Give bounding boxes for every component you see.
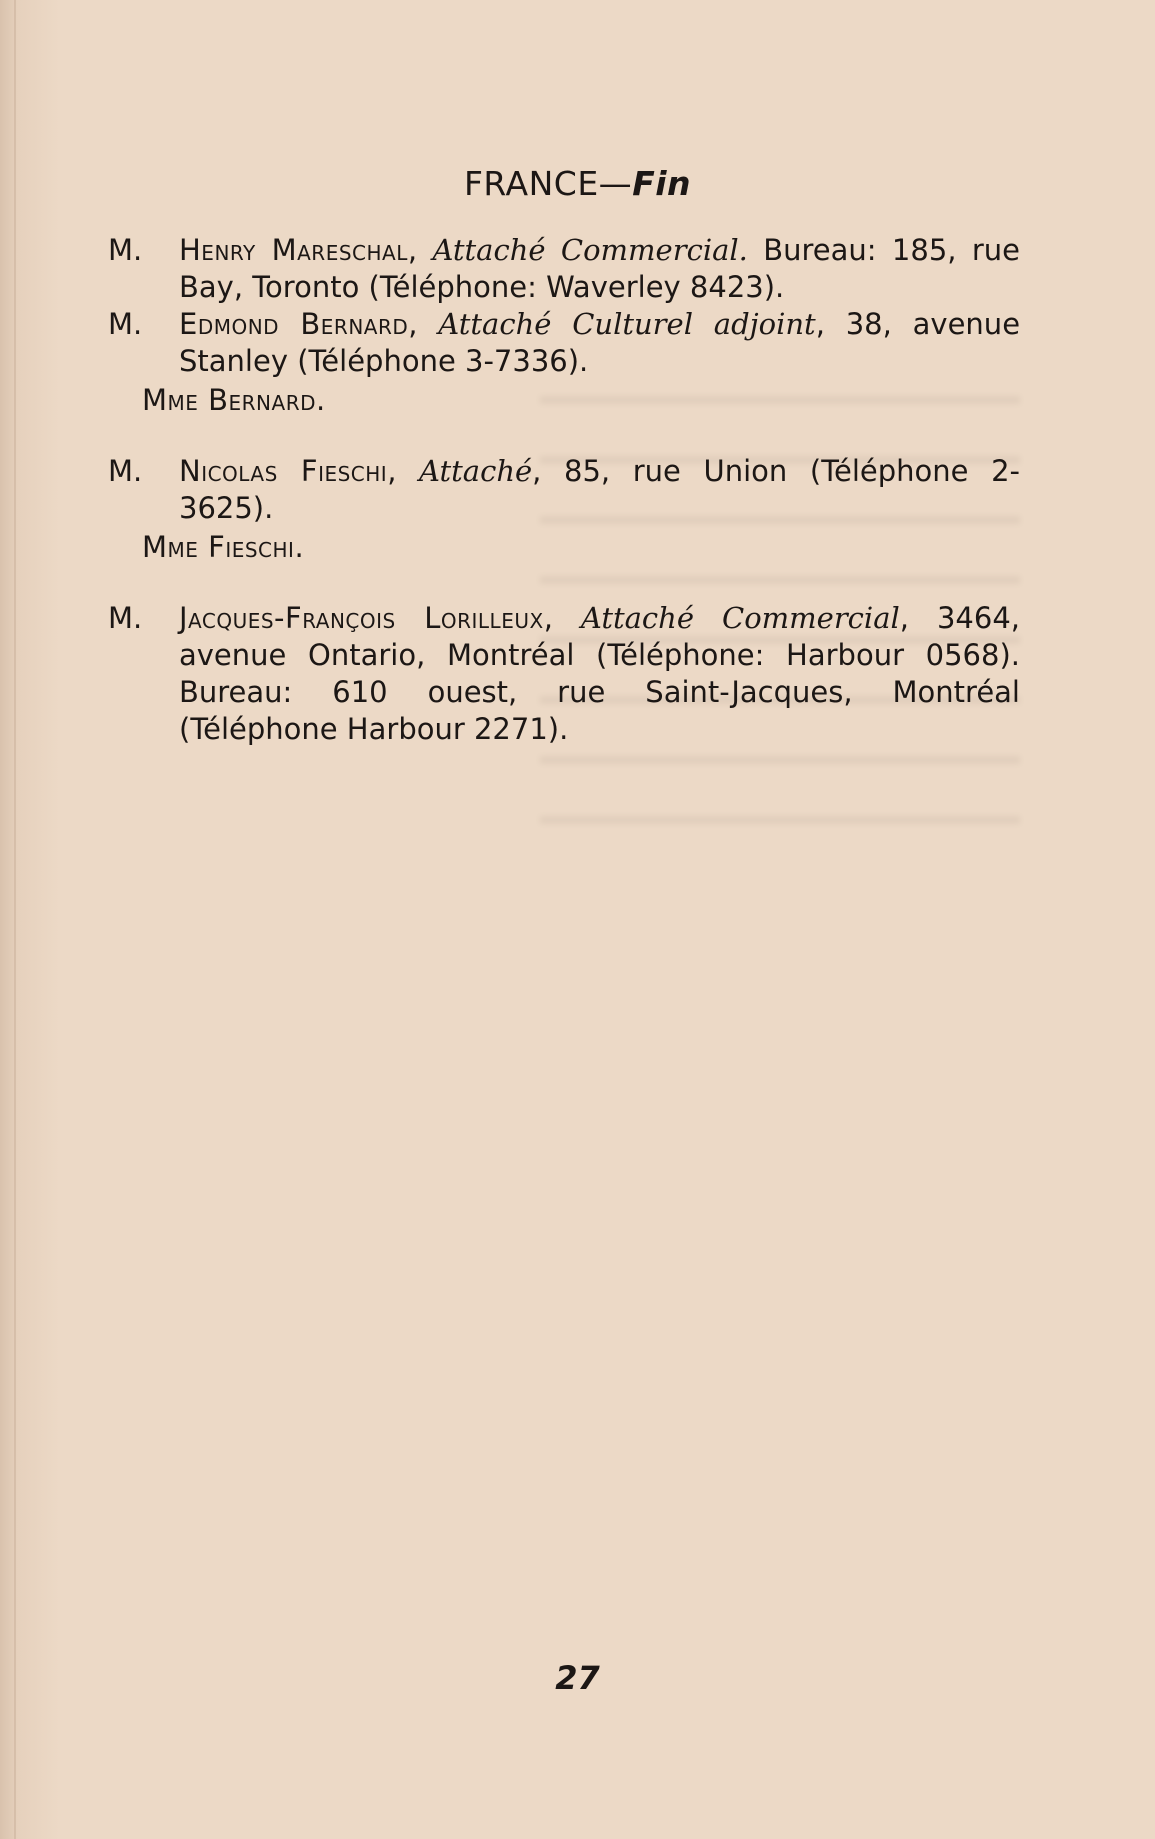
page-number: 27: [555, 1659, 600, 1697]
entry-honorific: M.: [108, 454, 143, 488]
entry-bernard: M. Edmond Bernard, Attaché Culturel adjoint, 38, avenue Stanley (Téléphone 3-7336).: [108, 307, 1021, 378]
entry-fieschi: M. Nicolas Fieschi, Attaché, 85, rue Union (Téléphone 2-3625).: [108, 454, 1021, 525]
entry-honorific: M.: [108, 601, 143, 635]
entry-details: 85, rue Union (Téléphone 2-3625).: [179, 454, 1021, 525]
entry-name: Nicolas Fieschi: [179, 454, 388, 488]
entry-name: Edmond Bernard: [179, 307, 409, 341]
entry-details: Bureau: 185, rue Bay, Toronto (Téléphone: Waverley 8423).: [179, 233, 1021, 304]
entry-details: 3464, avenue Ontario, Montréal (Téléphone: Harbour 0568). Bureau: 610 ouest, rue Saint-Jacques, Montréal (Téléphone Harbour 2271).: [179, 601, 1021, 746]
entry-title: Attaché Commercial.: [432, 233, 748, 267]
entry-mareschal: M. Henry Mareschal, Attaché Commercial. Bureau: 185, rue Bay, Toronto (Téléphone: Waverley 8423).: [108, 233, 1021, 304]
entry-title: Attaché Commercial: [580, 601, 900, 635]
heading-country: FRANCE—: [463, 164, 633, 203]
entry-details: 38, avenue Stanley (Téléphone 3-7336).: [179, 307, 1021, 378]
binding-gutter: [14, 0, 16, 1839]
entry-spouse: Mme Fieschi.: [142, 530, 305, 564]
entry-honorific: M.: [108, 233, 143, 267]
entry-title: Attaché Culturel adjoint: [438, 307, 816, 341]
entry-list: [108, 232, 1020, 748]
entry-name: Jacques-François Lorilleux: [179, 601, 544, 635]
section-heading: [0, 164, 1155, 203]
entry-honorific: M.: [108, 307, 143, 341]
entry-name: Henry Mareschal: [179, 233, 408, 267]
heading-suffix: Fin: [632, 164, 692, 203]
entry-lorilleux: M. Jacques-François Lorilleux, Attaché Commercial, 3464, avenue Ontario, Montréal (Téléphone: Harbour 0568). Bureau: 610 ouest, rue Saint-Jacques, Montréal (Téléphone Harbour 2271).: [108, 601, 1021, 746]
entry-spouse: Mme Bernard.: [142, 383, 326, 417]
entry-title: Attaché: [419, 454, 533, 488]
